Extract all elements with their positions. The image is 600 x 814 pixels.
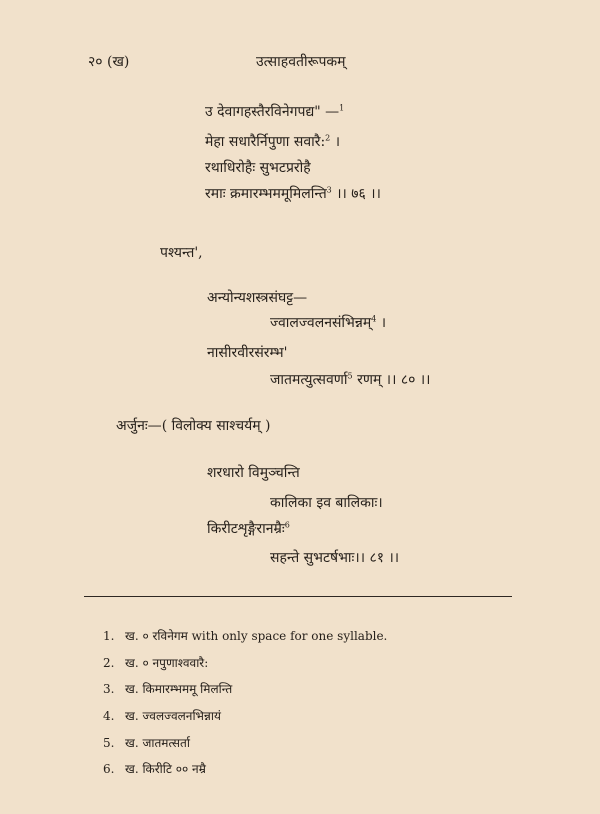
footnote bbox=[103, 680, 232, 697]
verse-line: रमाः क्रमारम्भममूमिलन्ति$^3$ ।। ७६ ।। bbox=[205, 185, 381, 202]
speaker-line bbox=[116, 416, 271, 435]
footnote-text: ख. किरीटि ०० नम्रै bbox=[125, 762, 206, 776]
verse-line: कालिका इव बालिकाः। bbox=[270, 495, 383, 511]
verse-line: उ देवागहस्तैरविनेगपद्य" —$^1$ bbox=[205, 103, 345, 120]
footnote-number: 6. bbox=[103, 762, 115, 776]
running-title: उत्साहवतीरूपकम् bbox=[256, 54, 346, 70]
footnote-mark: 2 bbox=[325, 133, 331, 143]
verse-number: ८० bbox=[400, 372, 416, 388]
verse-line: नासीरवीरसंरम्भ' bbox=[207, 345, 288, 361]
footnote-number: 5. bbox=[103, 736, 115, 750]
footnote-number: 4. bbox=[103, 709, 115, 723]
footnote bbox=[103, 707, 221, 724]
verse-line: जातमत्युत्सवर्णा$^5$ रणम् ।। ८० ।। bbox=[270, 371, 431, 388]
footnote-text: ख. जातमत्सर्ता bbox=[125, 736, 190, 750]
footnote bbox=[103, 627, 387, 644]
verse-line: शरधारो विमुञ्चन्ति bbox=[207, 465, 300, 481]
verse-line: रथाधिरोहैः सुभटप्ररोहै bbox=[205, 160, 311, 176]
footnote-mark: 5 bbox=[347, 371, 353, 381]
verse-line: मेहा सधारैर्निपुणा सवारै:$^2$ । bbox=[205, 133, 341, 150]
footnote-number: 1. bbox=[103, 629, 115, 643]
page-number: २० (ख) bbox=[88, 54, 130, 70]
footnote-text: ख. ० नपुणाश्ववारै: bbox=[125, 656, 209, 670]
footnote-number: 3. bbox=[103, 682, 115, 696]
verse-line: सहन्ते सुभटर्षभाः।। ८१ ।। bbox=[270, 550, 400, 566]
verse-line: अन्योन्यशस्त्रसंघट्ट— bbox=[207, 290, 308, 306]
footnote-mark: 4 bbox=[371, 314, 377, 324]
footnote-number: 2. bbox=[103, 656, 115, 670]
stage-direction: ( विलोक्य साश्चर्यम् ) bbox=[161, 418, 271, 434]
verse-number: ७६ bbox=[351, 186, 366, 202]
footnote-text: ख. किमारम्भममू मिलन्ति bbox=[125, 682, 233, 696]
footnote-divider bbox=[84, 596, 512, 597]
footnote bbox=[103, 760, 206, 777]
footnote bbox=[103, 734, 190, 751]
speaker-name: अर्जुनः— bbox=[116, 418, 162, 434]
footnote-mark: 3 bbox=[326, 185, 332, 195]
footnote-mark: 1 bbox=[339, 103, 345, 113]
footnote-text: ख. ज्वलज्वलनभिन्नायं bbox=[125, 709, 221, 723]
verse-line: ज्वालज्वलनसंभिन्नम्$^4$ । bbox=[270, 314, 387, 331]
footnote-mark: 6 bbox=[284, 520, 290, 530]
footnote bbox=[103, 654, 208, 671]
footnote-text: ख. ० रविनेगम with only space for one syllable. bbox=[125, 629, 388, 643]
verse-line: किरीटशृङ्गैरानम्रैः$^6$ bbox=[207, 520, 290, 537]
verse-line: पश्यन्त', bbox=[160, 245, 203, 261]
